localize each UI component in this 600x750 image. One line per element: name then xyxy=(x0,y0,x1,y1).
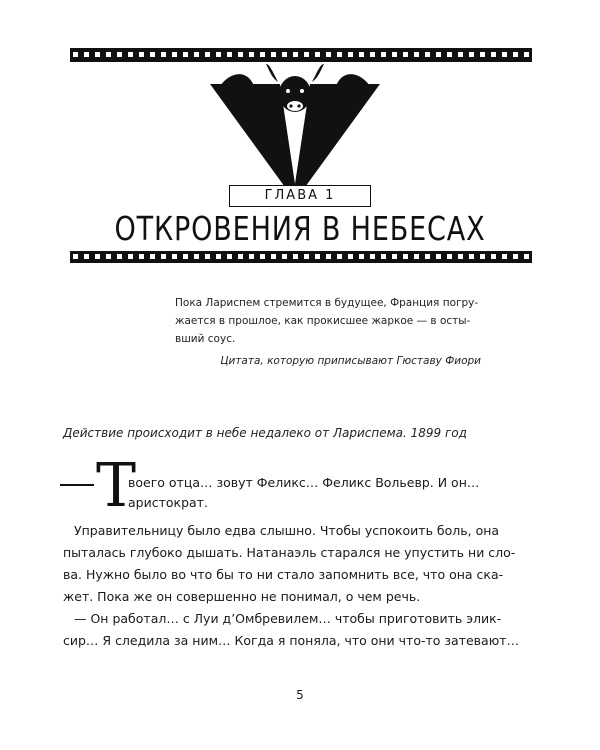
body-line: аристократ. xyxy=(128,495,208,510)
body-line: воего отца… зовут Феликс… Феликс Вольевр. И он… xyxy=(128,475,480,490)
body-line: ва. Нужно было во что бы то ни стало запомнить все, что она ска- xyxy=(63,567,504,582)
top-film-strip-ornament xyxy=(70,48,532,62)
chapter-label: ГЛАВА 1 xyxy=(229,185,371,207)
body-line: пыталась глубоко дышать. Натанаэль старался не упустить ни сло- xyxy=(63,545,516,560)
epigraph-line: вший соус. xyxy=(175,333,236,345)
epigraph xyxy=(175,294,481,370)
bull-emblem-icon xyxy=(190,64,400,194)
chapter-title: ОТКРОВЕНИЯ В НЕБЕСАХ xyxy=(114,209,486,248)
epigraph-line: жается в прошлое, как прокисшее жаркое — в осты- xyxy=(175,315,471,327)
drop-cap: Т xyxy=(96,451,137,521)
dialogue-dash xyxy=(60,484,94,486)
setting-line: Действие происходит в небе недалеко от Лариспема. 1899 год xyxy=(63,426,467,440)
page-number: 5 xyxy=(296,688,304,702)
body-line: жет. Пока же он совершенно не понимал, о чем речь. xyxy=(63,589,421,604)
body-line: сир… Я следила за ним… Когда я поняла, что они что-то затевают… xyxy=(63,633,519,648)
epigraph-line: Пока Лариспем стремится в будущее, Франция погру- xyxy=(175,297,479,309)
bottom-film-strip-ornament xyxy=(70,251,532,263)
body-line: Управительницу было едва слышно. Чтобы успокоить боль, она xyxy=(74,523,500,538)
epigraph-attribution: Цитата, которую приписывают Гюставу Фиори xyxy=(220,355,481,367)
body-line: — Он работал… с Луи д’Омбревилем… чтобы приготовить элик- xyxy=(74,611,502,626)
